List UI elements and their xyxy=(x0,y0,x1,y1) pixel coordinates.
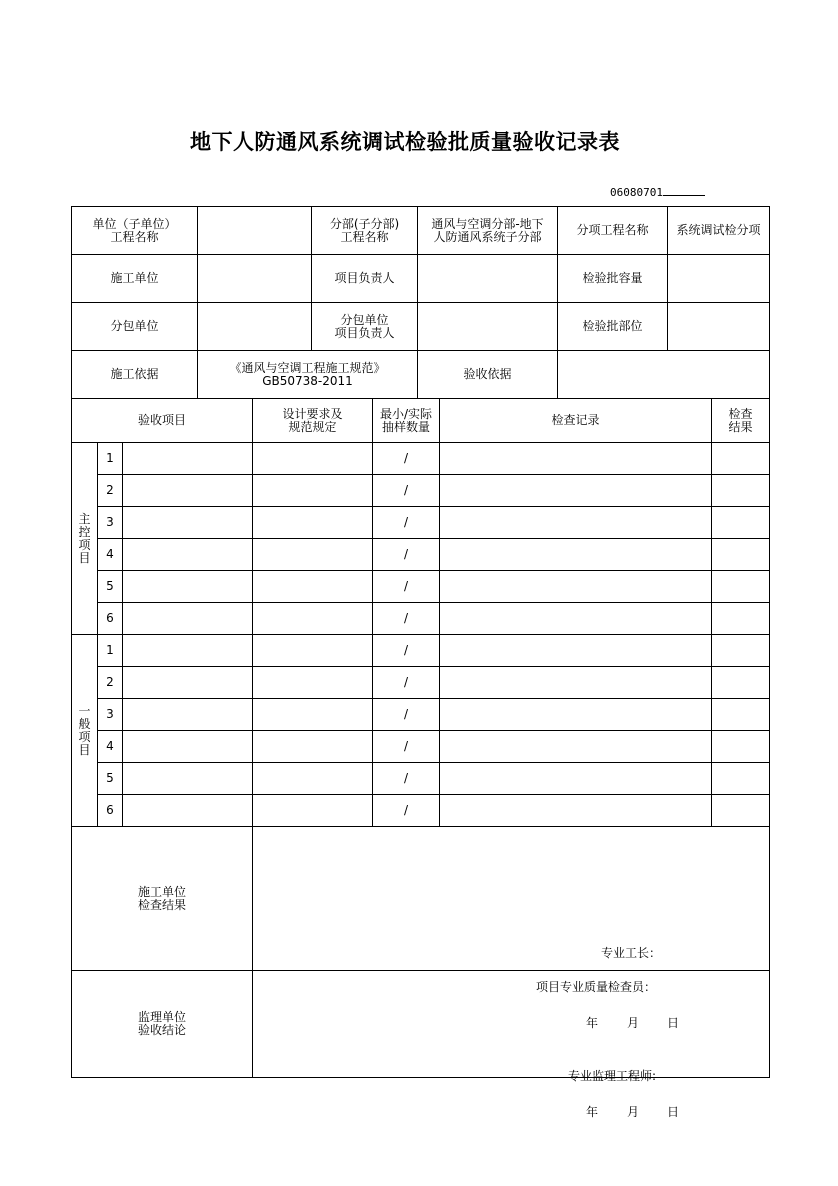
sample-cell[interactable]: / xyxy=(373,507,440,539)
item-cell[interactable] xyxy=(123,635,253,667)
result-cell[interactable] xyxy=(712,443,770,475)
subcontractor-value[interactable] xyxy=(198,303,312,351)
requirement-cell[interactable] xyxy=(253,763,373,795)
sample-cell[interactable]: / xyxy=(373,539,440,571)
acceptance-basis-value[interactable] xyxy=(558,351,770,399)
conclusion-table xyxy=(71,826,770,1119)
table-row xyxy=(72,443,770,475)
item-cell[interactable] xyxy=(123,507,253,539)
month-label: 月 xyxy=(627,1015,640,1030)
info-row-4 xyxy=(72,351,770,399)
main-control-items-label: 主 控 项 目 xyxy=(72,443,98,635)
sample-cell[interactable]: / xyxy=(373,667,440,699)
row-number: 1 xyxy=(98,635,123,667)
sample-cell[interactable]: / xyxy=(373,571,440,603)
sub-item-name-label: 分项工程名称 xyxy=(558,207,668,255)
supervision-result-area[interactable] xyxy=(253,971,770,1119)
sample-cell[interactable]: / xyxy=(373,795,440,827)
year-label: 年 xyxy=(586,1015,599,1030)
construction-basis-label: 施工依据 xyxy=(72,351,198,399)
month-label: 月 xyxy=(627,1105,640,1119)
items-header-row xyxy=(72,399,770,443)
unit-project-name-label: 单位（子单位） 工程名称 xyxy=(72,207,198,255)
row-number: 3 xyxy=(98,507,123,539)
table-row xyxy=(72,507,770,539)
day-label: 日 xyxy=(667,1015,680,1030)
requirement-cell[interactable] xyxy=(253,603,373,635)
table-row xyxy=(72,475,770,507)
record-cell[interactable] xyxy=(440,731,712,763)
project-manager-label: 项目负责人 xyxy=(312,255,418,303)
general-items-label: 一 般 项 目 xyxy=(72,635,98,827)
supervising-engineer-signature-label: 专业监理工程师: xyxy=(568,1069,657,1083)
row-number: 4 xyxy=(98,539,123,571)
sample-cell[interactable]: / xyxy=(373,635,440,667)
item-cell[interactable] xyxy=(123,795,253,827)
record-cell[interactable] xyxy=(440,475,712,507)
row-number: 1 xyxy=(98,443,123,475)
table-row xyxy=(72,635,770,667)
batch-capacity-value[interactable] xyxy=(668,255,770,303)
supervision-result-row xyxy=(72,971,770,1078)
requirement-cell[interactable] xyxy=(253,795,373,827)
result-cell[interactable] xyxy=(712,731,770,763)
item-cell[interactable] xyxy=(123,731,253,763)
record-cell[interactable] xyxy=(440,603,712,635)
result-cell[interactable] xyxy=(712,635,770,667)
header-result: 检查 结果 xyxy=(712,399,770,443)
record-cell[interactable] xyxy=(440,635,712,667)
construction-result-area[interactable] xyxy=(253,827,770,1030)
table-row xyxy=(72,667,770,699)
requirement-cell[interactable] xyxy=(253,667,373,699)
item-cell[interactable] xyxy=(123,571,253,603)
subcontractor-manager-value[interactable] xyxy=(418,303,558,351)
inspection-items-table xyxy=(71,398,770,827)
acceptance-basis-label: 验收依据 xyxy=(418,351,558,399)
sub-division-name-value[interactable]: 通风与空调分部-地下 人防通风系统子分部 xyxy=(418,207,558,255)
unit-project-name-value[interactable] xyxy=(198,207,312,255)
table-row xyxy=(72,571,770,603)
item-cell[interactable] xyxy=(123,475,253,507)
header-record: 检查记录 xyxy=(440,399,712,443)
item-cell[interactable] xyxy=(123,443,253,475)
record-cell[interactable] xyxy=(440,539,712,571)
result-cell[interactable] xyxy=(712,667,770,699)
row-number: 4 xyxy=(98,731,123,763)
table-row xyxy=(72,603,770,635)
item-cell[interactable] xyxy=(123,603,253,635)
header-requirement: 设计要求及 规范规定 xyxy=(253,399,373,443)
row-number: 2 xyxy=(98,667,123,699)
row-number: 6 xyxy=(98,603,123,635)
page-title: 地下人防通风系统调试检验批质量验收记录表 xyxy=(190,129,620,154)
sample-cell[interactable]: / xyxy=(373,699,440,731)
item-cell[interactable] xyxy=(123,763,253,795)
record-cell[interactable] xyxy=(440,795,712,827)
year-label: 年 xyxy=(586,1105,599,1119)
construction-basis-value[interactable]: 《通风与空调工程施工规范》 GB50738-2011 xyxy=(198,351,418,399)
sample-cell[interactable]: / xyxy=(373,475,440,507)
result-cell[interactable] xyxy=(712,603,770,635)
row-number: 5 xyxy=(98,571,123,603)
row-number: 3 xyxy=(98,699,123,731)
item-cell[interactable] xyxy=(123,699,253,731)
header-item: 验收项目 xyxy=(72,399,253,443)
requirement-cell[interactable] xyxy=(253,475,373,507)
item-cell[interactable] xyxy=(123,667,253,699)
form-code: 06080701 xyxy=(610,185,705,199)
table-row xyxy=(72,699,770,731)
project-manager-value[interactable] xyxy=(418,255,558,303)
record-cell[interactable] xyxy=(440,571,712,603)
table-row xyxy=(72,795,770,827)
table-row xyxy=(72,731,770,763)
row-number: 2 xyxy=(98,475,123,507)
day-label: 日 xyxy=(667,1105,680,1119)
record-cell[interactable] xyxy=(440,507,712,539)
sample-cell[interactable]: / xyxy=(373,443,440,475)
result-cell[interactable] xyxy=(712,539,770,571)
table-row xyxy=(72,539,770,571)
record-cell[interactable] xyxy=(440,667,712,699)
result-cell[interactable] xyxy=(712,795,770,827)
result-cell[interactable] xyxy=(712,571,770,603)
sample-cell[interactable]: / xyxy=(373,763,440,795)
sample-cell[interactable]: / xyxy=(373,731,440,763)
construction-result-row xyxy=(72,827,770,971)
result-cell[interactable] xyxy=(712,699,770,731)
table-row xyxy=(72,763,770,795)
sub-division-name-label: 分部(子分部) 工程名称 xyxy=(312,207,418,255)
requirement-cell[interactable] xyxy=(253,443,373,475)
batch-location-label: 检验批部位 xyxy=(558,303,668,351)
construction-result-label: 施工单位 检查结果 xyxy=(72,827,253,971)
contractor-value[interactable] xyxy=(198,255,312,303)
result-cell[interactable] xyxy=(712,507,770,539)
subcontractor-manager-label: 分包单位 项目负责人 xyxy=(312,303,418,351)
row-number: 5 xyxy=(98,763,123,795)
subcontractor-label: 分包单位 xyxy=(72,303,198,351)
row-number: 6 xyxy=(98,795,123,827)
project-info-table xyxy=(71,206,770,399)
requirement-cell[interactable] xyxy=(253,507,373,539)
info-row-1 xyxy=(72,207,770,255)
requirement-cell[interactable] xyxy=(253,699,373,731)
batch-location-value[interactable] xyxy=(668,303,770,351)
batch-capacity-label: 检验批容量 xyxy=(558,255,668,303)
record-cell[interactable] xyxy=(440,443,712,475)
item-cell[interactable] xyxy=(123,539,253,571)
header-sample: 最小/实际 抽样数量 xyxy=(373,399,440,443)
requirement-cell[interactable] xyxy=(253,731,373,763)
requirement-cell[interactable] xyxy=(253,571,373,603)
sample-cell[interactable]: / xyxy=(373,603,440,635)
record-cell[interactable] xyxy=(440,763,712,795)
info-row-2 xyxy=(72,255,770,303)
quality-inspector-signature-label: 项目专业质量检查员： xyxy=(536,979,657,994)
foreman-signature-label: 专业工长： xyxy=(601,945,662,960)
requirement-cell[interactable] xyxy=(253,635,373,667)
supervision-result-label: 监理单位 验收结论 xyxy=(72,971,253,1078)
result-cell[interactable] xyxy=(712,763,770,795)
result-cell[interactable] xyxy=(712,475,770,507)
record-cell[interactable] xyxy=(440,699,712,731)
info-row-3 xyxy=(72,303,770,351)
sub-item-name-value[interactable]: 系统调试检分项 xyxy=(668,207,770,255)
contractor-label: 施工单位 xyxy=(72,255,198,303)
requirement-cell[interactable] xyxy=(253,539,373,571)
